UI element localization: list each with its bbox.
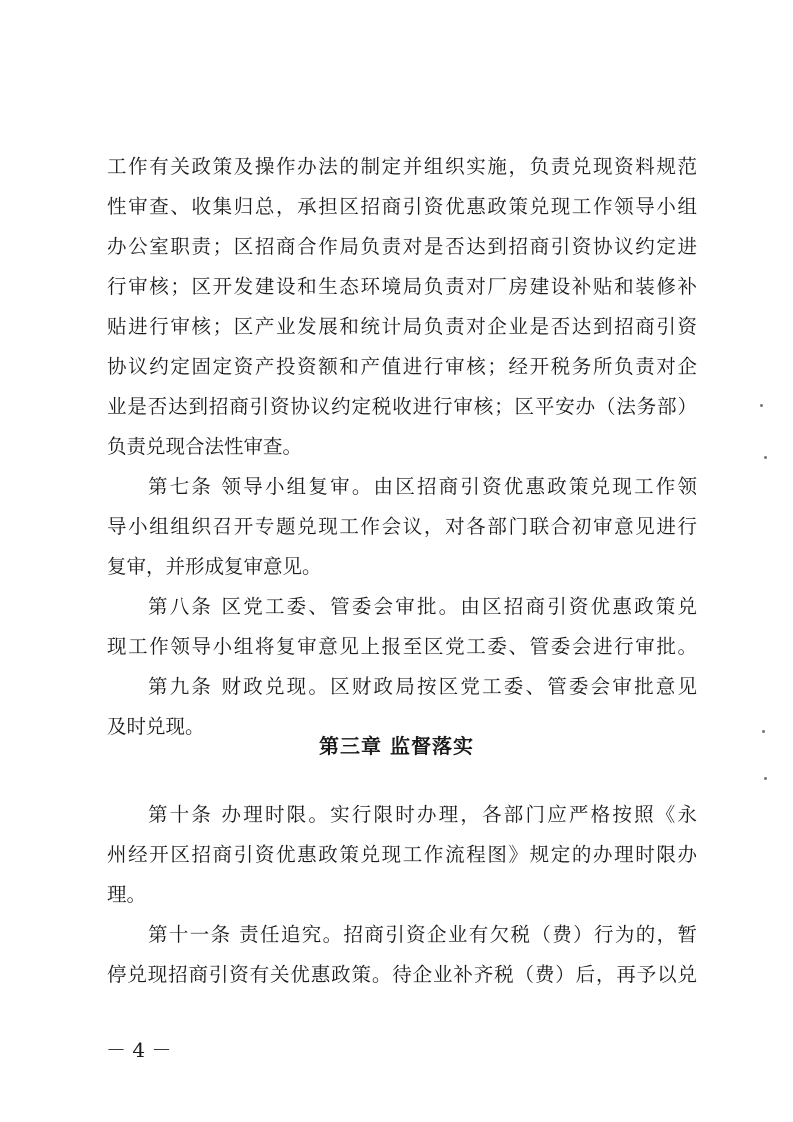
paragraph-line: 理。 bbox=[107, 883, 147, 906]
paragraph-line: 性审查、收集归总，承担区招商引资优惠政策兑现工作领导小组 bbox=[107, 195, 697, 218]
scan-speck bbox=[764, 456, 767, 459]
scan-speck bbox=[762, 730, 765, 733]
paragraph-line: 现工作领导小组将复审意见上报至区党工委、管委会进行审批。 bbox=[107, 635, 697, 658]
paragraph-line: 复审，并形成复审意见。 bbox=[107, 555, 322, 578]
paragraph-line: 行审核；区开发建设和生态环境局负责对厂房建设补贴和装修补 bbox=[107, 275, 697, 298]
paragraph-line: 导小组组织召开专题兑现工作会议，对各部门联合初审意见进行 bbox=[107, 515, 697, 538]
article-8-line: 第八条 区党工委、管委会审批。由区招商引资优惠政策兑 bbox=[148, 595, 697, 618]
paragraph-line: 州经开区招商引资优惠政策兑现工作流程图》规定的办理时限办 bbox=[107, 843, 697, 866]
article-11-line: 第十一条 责任追究。招商引资企业有欠税（费）行为的，暂 bbox=[148, 923, 697, 946]
paragraph-line: 工作有关政策及操作办法的制定并组织实施，负责兑现资料规范 bbox=[107, 155, 697, 178]
paragraph-line: 办公室职责；区招商合作局负责对是否达到招商引资协议约定进 bbox=[107, 235, 697, 258]
paragraph-line: 及时兑现。 bbox=[107, 715, 205, 738]
paragraph-line: 停兑现招商引资有关优惠政策。待企业补齐税（费）后，再予以兑 bbox=[107, 963, 697, 986]
article-10-line: 第十条 办理时限。实行限时办理，各部门应严格按照《永 bbox=[148, 803, 697, 826]
paragraph-line: 业是否达到招商引资协议约定税收进行审核；区平安办（法务部） bbox=[107, 395, 697, 418]
chapter-title: 第三章 监督落实 bbox=[319, 734, 474, 758]
paragraph-line: 贴进行审核；区产业发展和统计局负责对企业是否达到招商引资 bbox=[107, 315, 697, 338]
page-number: － 4 － bbox=[106, 1038, 172, 1062]
scan-speck bbox=[760, 404, 763, 407]
paragraph-line: 负责兑现合法性审查。 bbox=[107, 435, 303, 458]
article-9-line: 第九条 财政兑现。区财政局按区党工委、管委会审批意见 bbox=[148, 675, 697, 698]
paragraph-line: 协议约定固定资产投资额和产值进行审核；经开税务所负责对企 bbox=[107, 355, 697, 378]
article-7-line: 第七条 领导小组复审。由区招商引资优惠政策兑现工作领 bbox=[148, 475, 697, 498]
scan-speck bbox=[764, 777, 767, 780]
